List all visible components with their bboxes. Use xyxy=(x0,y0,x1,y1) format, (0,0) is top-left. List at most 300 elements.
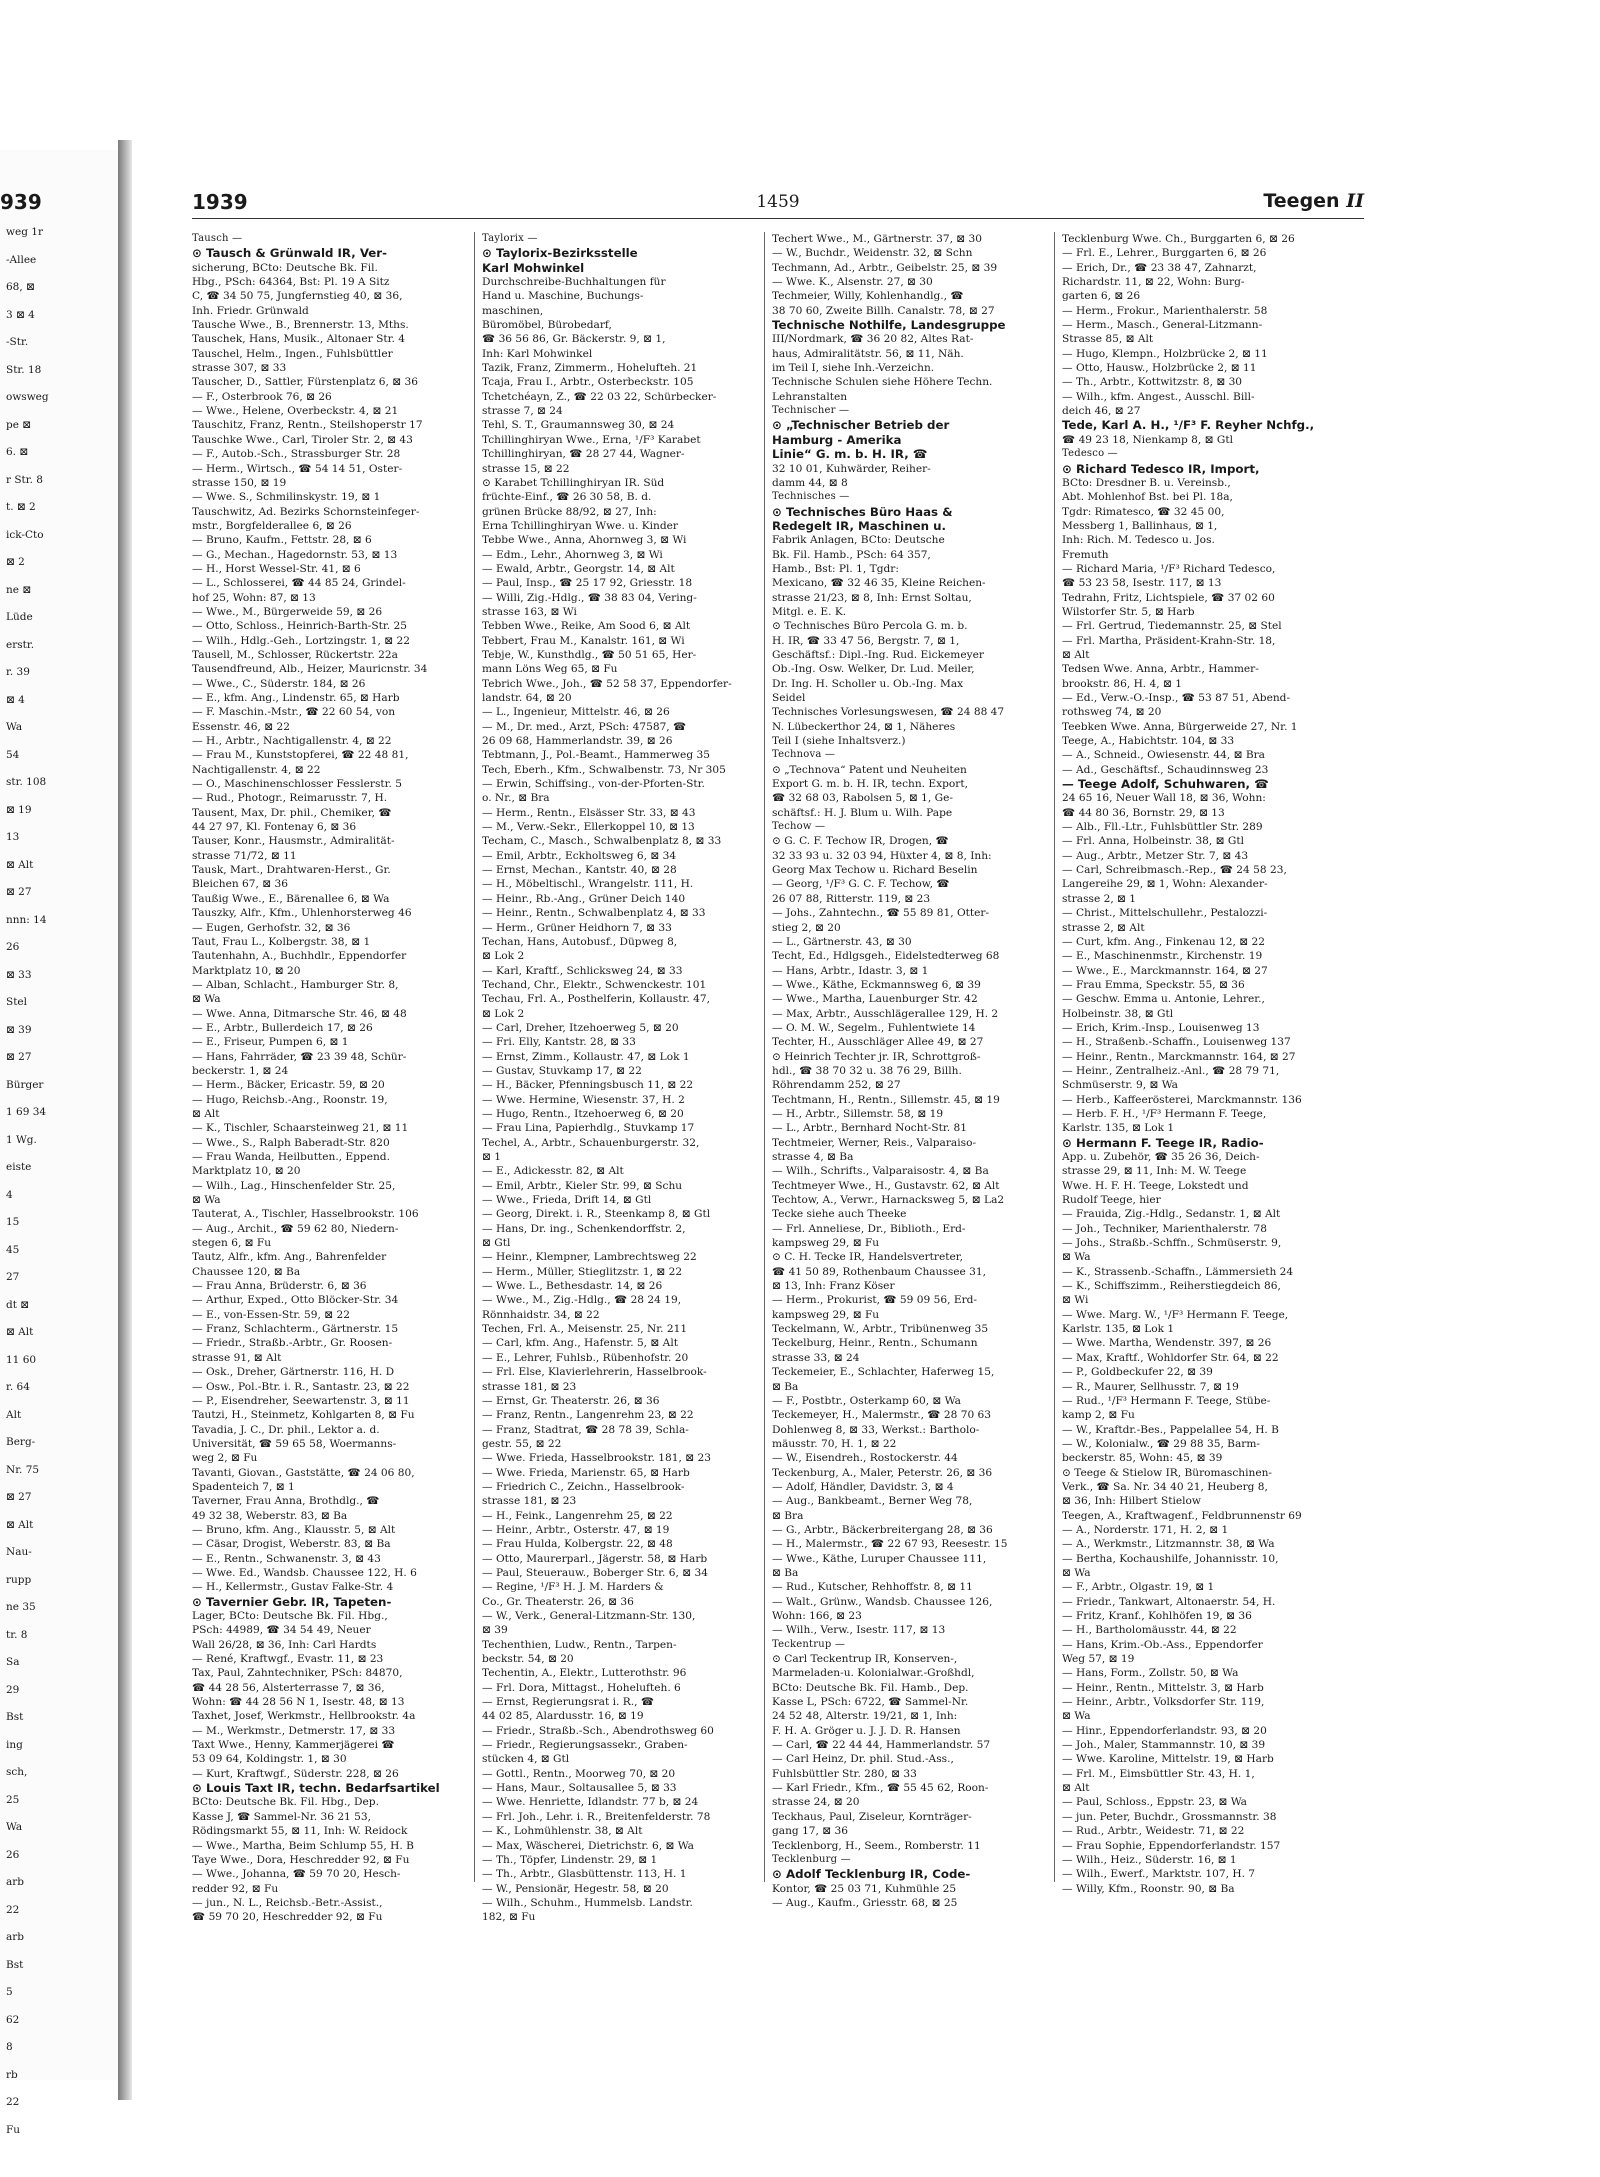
directory-entry: Seidel xyxy=(772,692,806,704)
directory-entry: — A., Schneid., Owiesenstr. 44, ⊠ Bra xyxy=(1062,749,1265,762)
directory-entry: — Arthur, Exped., Otto Blöcker-Str. 34 xyxy=(192,1294,399,1307)
directory-entry: Taverner, Frau Anna, Brothdlg., ☎ xyxy=(192,1495,380,1508)
previous-page-edge xyxy=(0,150,120,2136)
previous-page-fragment: 4 xyxy=(6,1188,13,1201)
directory-entry: — Osw., Pol.-Btr. i. R., Santastr. 23, ⊠ 22 xyxy=(192,1380,410,1393)
directory-entry: Teckelburg, Heinr., Rentn., Schumann xyxy=(772,1337,978,1350)
directory-entry: — Th., Töpfer, Lindenstr. 29, ⊠ 1 xyxy=(482,1853,658,1866)
directory-entry: — Franz, Rentn., Langenrehm 23, ⊠ 22 xyxy=(482,1409,694,1422)
previous-page-fragment: 15 xyxy=(6,1216,20,1228)
directory-entry: — Georg, Direkt. i. R., Steenkamp 8, ⊠ Gtl xyxy=(482,1208,711,1221)
column-1 xyxy=(192,232,467,1924)
directory-entry: Hbg., PSch: 64364, Bst: Pl. 19 A Sitz xyxy=(192,276,390,289)
previous-page-fragment: ⊠ 2 xyxy=(6,556,25,568)
directory-entry: beckstr. 54, ⊠ 20 xyxy=(482,1653,574,1666)
directory-entry: grünen Brücke 88/92, ⊠ 27, Inh: xyxy=(482,505,657,518)
firm-entry: Karl Mohwinkel xyxy=(482,260,585,275)
directory-entry: Teege, A., Habichtstr. 104, ⊠ 33 xyxy=(1062,735,1235,748)
directory-entry: Technisches Vorlesungswesen, ☎ 24 88 47 xyxy=(772,706,1005,719)
directory-entry: — Wwe., Martha, Beim Schlump 55, H. B xyxy=(192,1839,414,1852)
directory-entry: Tebrich Wwe., Joh., ☎ 52 58 37, Eppendorfer- xyxy=(482,677,732,690)
directory-entry: — Wwe., Martha, Lauenburger Str. 42 xyxy=(772,993,978,1006)
previous-page-fragment: Alt xyxy=(6,1408,22,1421)
directory-entry: — Alban, Schlacht., Hamburger Str. 8, xyxy=(192,978,399,991)
directory-entry: — Wwe. Ed., Wandsb. Chaussee 122, H. 6 xyxy=(192,1566,417,1579)
previous-page-fragment: Nr. 75 xyxy=(6,1463,40,1476)
directory-entry: kampsweg 29, ⊠ Fu xyxy=(772,1237,880,1250)
directory-entry: — Christ., Mittelschullehr., Pestalozzi- xyxy=(1062,907,1268,920)
directory-entry: — Herm., Masch., General-Litzmann- xyxy=(1062,319,1263,332)
previous-page-fragment: 5 xyxy=(6,1986,13,1998)
directory-entry: Tausk, Mart., Drahtwaren-Herst., Gr. xyxy=(192,864,391,877)
section-heading: Taylorix — xyxy=(482,233,538,244)
directory-entry: Tcaja, Frau I., Arbtr., Osterbeckstr. 105 xyxy=(482,376,694,389)
previous-page-fragment: Sa xyxy=(6,1656,20,1668)
directory-entry: — Hinr., Eppendorferlandstr. 93, ⊠ 20 xyxy=(1062,1724,1267,1737)
directory-entry: — Frl. Joh., Lehr. i. R., Breitenfelderstr. 78 xyxy=(482,1810,711,1823)
directory-entry: Langereihe 29, ⊠ 1, Wohn: Alexander- xyxy=(1062,878,1268,891)
directory-entry: Georg Max Techow u. Richard Beselin xyxy=(772,864,978,877)
directory-entry: Fabrik Anlagen, BCto: Deutsche xyxy=(772,534,945,547)
directory-entry: — Herm., Grüner Heidhorn 7, ⊠ 33 xyxy=(482,921,672,934)
directory-entry: Tedsen Wwe. Anna, Arbtr., Hammer- xyxy=(1062,663,1259,676)
directory-entry: Richardstr. 11, ⊠ 22, Wohn: Burg- xyxy=(1062,276,1245,289)
directory-entry: strasse 15, ⊠ 22 xyxy=(482,462,570,475)
directory-entry: — O. M. W., Segelm., Fuhlentwiete 14 xyxy=(772,1021,976,1034)
directory-entry: Universität, ☎ 59 65 58, Woermanns- xyxy=(192,1437,397,1450)
directory-entry: — Friedr., Straßb.-Arbtr., Gr. Roosen- xyxy=(192,1337,393,1350)
directory-entry: — Hans, Maur., Soltausallee 5, ⊠ 33 xyxy=(482,1782,677,1795)
directory-entry: — Wwe. S., Schmilinskystr. 19, ⊠ 1 xyxy=(192,491,381,504)
directory-entry: — Heinr., Rb.-Ang., Grüner Deich 140 xyxy=(482,892,686,905)
directory-entry: — Karl Friedr., Kfm., ☎ 55 45 62, Roon- xyxy=(772,1782,989,1795)
directory-entry: PSch: 44989, ☎ 34 54 49, Neuer xyxy=(192,1624,371,1637)
directory-entry: BCto: Deutsche Bk. Fil. Hbg., Dep. xyxy=(192,1796,379,1809)
directory-entry: Tavanti, Giovan., Gaststätte, ☎ 24 06 80, xyxy=(192,1466,415,1479)
directory-entry: — Hugo, Rentn., Itzehoerweg 6, ⊠ 20 xyxy=(482,1107,684,1120)
directory-entry: Taye Wwe., Dora, Heschredder 92, ⊠ Fu xyxy=(192,1853,410,1866)
previous-page-fragment: dt ⊠ xyxy=(6,1298,30,1311)
directory-entry: — Frl. Martha, Präsident-Krahn-Str. 18, xyxy=(1062,634,1276,647)
directory-entry: Tazik, Franz, Zimmerm., Hohelufteh. 21 xyxy=(482,362,698,375)
previous-page-fragment: ⊠ 27 xyxy=(6,886,32,898)
directory-entry: ⊠ 1 xyxy=(482,1151,501,1163)
directory-entry: Tchillinghiryan Wwe., Erna, ¹/F³ Karabet xyxy=(482,433,701,446)
directory-entry: — Heinr., Klempner, Lambrechtsweg 22 xyxy=(482,1251,697,1264)
directory-entry: ☎ 59 70 20, Heschredder 92, ⊠ Fu xyxy=(192,1911,383,1924)
directory-entry: ☎ 32 68 03, Rabolsen 5, ⊠ 1, Ge- xyxy=(772,792,953,805)
directory-entry: — E., Rentn., Schwanenstr. 3, ⊠ 43 xyxy=(192,1552,381,1565)
directory-entry: Tech, Eberh., Kfm., Schwalbenstr. 73, Nr 305 xyxy=(482,763,726,776)
directory-entry: — E., Arbtr., Bullerdeich 17, ⊠ 26 xyxy=(192,1021,373,1034)
directory-entry: 24 52 48, Alterstr. 19/21, ⊠ 1, Inh: xyxy=(772,1710,958,1723)
directory-entry: — W., Kolonialw., ☎ 29 88 35, Barm- xyxy=(1062,1437,1260,1450)
directory-entry: Tausche Wwe., B., Brennerstr. 13, Mths. xyxy=(192,319,409,332)
previous-page-fragment: 29 xyxy=(6,1683,20,1696)
directory-entry: Techam, C., Masch., Schwalbenplatz 8, ⊠ 33 xyxy=(482,835,722,848)
directory-entry: — Wwe., C., Süderstr. 184, ⊠ 26 xyxy=(192,677,366,690)
directory-entry: Techen, Frl. A., Meisenstr. 25, Nr. 211 xyxy=(482,1323,688,1336)
directory-entry: Kasse L, PSch: 6722, ☎ Sammel-Nr. xyxy=(772,1696,969,1709)
directory-entry: im Teil I, siehe Inh.-Verzeichn. xyxy=(772,362,935,375)
directory-entry: — M., Dr. med., Arzt, PSch: 47587, ☎ xyxy=(482,720,687,733)
directory-entry: — F. Maschin.-Mstr., ☎ 22 60 54, von xyxy=(192,706,396,719)
previous-page-fragment: ⊠ 27 xyxy=(6,1491,32,1503)
directory-entry: Kontor, ☎ 25 03 71, Kuhmühle 25 xyxy=(772,1882,957,1895)
directory-entry: ⊠ 36, Inh: Hilbert Stielow xyxy=(1062,1495,1201,1508)
directory-entry: Tausendfreund, Alb., Heizer, Mauricnstr. 34 xyxy=(192,663,428,676)
directory-entry: 24 65 16, Neuer Wall 18, ⊠ 36, Wohn: xyxy=(1062,792,1266,805)
previous-page-fragment: 27 xyxy=(6,1271,20,1283)
directory-entry: — H., Horst Wessel-Str. 41, ⊠ 6 xyxy=(192,562,361,575)
directory-entry: Verk., ☎ Sa. Nr. 34 40 21, Heuberg 8, xyxy=(1062,1480,1268,1493)
directory-entry: — Wilh., Hdlg.-Geh., Lortzingstr. 1, ⊠ 22 xyxy=(192,634,410,647)
directory-entry: Teckhaus, Paul, Ziseleur, Kornträger- xyxy=(772,1810,972,1823)
previous-page-fragment: Bst xyxy=(6,1711,24,1723)
directory-entry: — G., Mechan., Hagedornstr. 53, ⊠ 13 xyxy=(192,548,398,561)
previous-page-fragment: 1 69 34 xyxy=(6,1106,47,1118)
previous-page-fragment: owsweg xyxy=(6,391,49,403)
directory-entry: — P., Goldbeckufer 22, ⊠ 39 xyxy=(1062,1366,1213,1379)
directory-entry: strasse 2, ⊠ 1 xyxy=(1062,892,1137,905)
directory-entry: ⊠ Lok 2 xyxy=(482,1007,525,1020)
directory-entry: Techt, Ed., Hdlgsgeh., Eidelstedterweg 68 xyxy=(772,950,1000,963)
firm-entry: Hamburg - Amerika xyxy=(772,432,902,447)
directory-entry: Röhrendamm 252, ⊠ 27 xyxy=(772,1079,901,1092)
column-rule xyxy=(1054,232,1055,1882)
directory-entry: — Wilh., Ewerf., Marktstr. 107, H. 7 xyxy=(1062,1868,1256,1881)
directory-entry: — W., Pensionär, Hegestr. 58, ⊠ 20 xyxy=(482,1882,669,1895)
firm-entry: ⊙ Tausch & Grünwald IR, Ver- xyxy=(192,246,388,261)
directory-entry: — Friedrich C., Zeichn., Hasselbrook- xyxy=(482,1480,685,1493)
directory-entry: Tauschwitz, Ad. Bezirks Schornsteinfeger- xyxy=(192,505,420,518)
directory-entry: sicherung, BCto: Deutsche Bk. Fil. xyxy=(192,261,378,274)
previous-page-fragment: 3 ⊠ 4 xyxy=(6,308,35,321)
directory-entry: Wall 26/28, ⊠ 36, Inh: Carl Hardts xyxy=(192,1638,377,1651)
directory-entry: — Max, Kraftf., Wohldorfer Str. 64, ⊠ 22 xyxy=(1062,1351,1279,1364)
directory-entry: Tauscher, D., Sattler, Fürstenplatz 6, ⊠ 36 xyxy=(192,376,418,389)
directory-entry: Strasse 85, ⊠ Alt xyxy=(1062,333,1154,346)
directory-entry: Fuhlsbüttler Str. 280, ⊠ 33 xyxy=(772,1767,917,1780)
directory-entry: — Wilh., Schuhm., Hummelsb. Landstr. xyxy=(482,1896,693,1909)
previous-page-year: 939 xyxy=(0,190,42,214)
directory-entry: kamp 2, ⊠ Fu xyxy=(1062,1409,1135,1422)
previous-page-fragment: 25 xyxy=(6,1793,20,1806)
directory-entry: Tausell, M., Schlosser, Rückertstr. 22a xyxy=(192,648,398,661)
directory-entry: — Walt., Grünw., Wandsb. Chaussee 126, xyxy=(772,1595,993,1608)
directory-entry: Tautzi, H., Steinmetz, Kohlgarten 8, ⊠ Fu xyxy=(192,1409,415,1422)
directory-entry: deich 46, ⊠ 27 xyxy=(1062,405,1141,418)
directory-page xyxy=(132,160,1392,2040)
directory-entry: Teil I (siehe Inhaltsverz.) xyxy=(772,735,906,748)
directory-entry: Tavadia, J. C., Dr. phil., Lektor a. d. xyxy=(192,1423,380,1436)
directory-entry: Tauschel, Helm., Ingen., Fuhlsbüttler xyxy=(192,347,393,360)
directory-entry: ⊠ Alt xyxy=(1062,1782,1090,1795)
previous-page-fragment: -Allee xyxy=(6,253,37,266)
directory-entry: III/Nordmark, ☎ 36 20 82, Altes Rat- xyxy=(772,333,974,346)
firm-entry: ⊙ Hermann F. Teege IR, Radio- xyxy=(1062,1135,1264,1150)
directory-entry: — Erich, Dr., ☎ 23 38 47, Zahnarzt, xyxy=(1062,261,1257,274)
running-title-roman: II xyxy=(1346,190,1364,212)
directory-entry: Techel, A., Arbtr., Schauenburgerstr. 32, xyxy=(482,1136,700,1149)
directory-entry: Export G. m. b. H. IR, techn. Export, xyxy=(772,778,968,791)
directory-entry: Wohn: 166, ⊠ 23 xyxy=(772,1610,862,1622)
directory-entry: — Friedr., Straßb.-Sch., Abendrothsweg 60 xyxy=(482,1724,714,1737)
directory-entry: — Hans, Krim.-Ob.-Ass., Eppendorfer xyxy=(1062,1638,1263,1651)
directory-entry: — Frl. Anneliese, Dr., Biblioth., Erd- xyxy=(772,1222,966,1235)
firm-entry: ⊙ Taylorix-Bezirksstelle xyxy=(482,246,638,261)
directory-entry: — Wwe. Hermine, Wiesenstr. 37, H. 2 xyxy=(482,1093,685,1106)
directory-entry: Techtow, A., Verwr., Harnacksweg 5, ⊠ La2 xyxy=(772,1194,1005,1207)
previous-page-fragment: 45 xyxy=(6,1243,20,1256)
firm-entry: ⊙ Adolf Tecklenburg IR, Code- xyxy=(772,1867,971,1882)
directory-entry: mstr., Borgfelderallee 6, ⊠ 26 xyxy=(192,519,352,532)
directory-entry: C, ☎ 34 50 75, Jungfernstieg 40, ⊠ 36, xyxy=(192,290,403,303)
directory-entry: — H., Bäcker, Pfenningsbusch 11, ⊠ 22 xyxy=(482,1079,694,1092)
directory-entry: — Gustav, Stuvkamp 17, ⊠ 22 xyxy=(482,1064,642,1077)
directory-entry: Tecklenborg, H., Seem., Romberstr. 11 xyxy=(772,1839,981,1852)
directory-entry: — E., Maschinenmstr., Kirchenstr. 19 xyxy=(1062,950,1263,963)
directory-entry: Lager, BCto: Deutsche Bk. Fil. Hbg., xyxy=(192,1610,388,1622)
directory-entry: — Fri. Elly, Kantstr. 28, ⊠ 33 xyxy=(482,1036,636,1049)
directory-entry: Bk. Fil. Hamb., PSch: 64 357, xyxy=(772,548,931,561)
directory-entry: Techter, H., Ausschläger Allee 49, ⊠ 27 xyxy=(772,1036,984,1049)
directory-entry: ⊠ Wa xyxy=(1062,1566,1091,1579)
directory-entry: Tausent, Max, Dr. phil., Chemiker, ☎ xyxy=(192,806,392,819)
directory-entry: strasse 29, ⊠ 11, Inh: M. W. Teege xyxy=(1062,1165,1247,1178)
directory-entry: — K., Tischler, Schaarsteinweg 21, ⊠ 11 xyxy=(192,1122,409,1135)
directory-entry: Rödingsmarkt 55, ⊠ 11, Inh: W. Reidock xyxy=(192,1825,408,1838)
previous-page-fragment: Wa xyxy=(6,1821,23,1833)
directory-entry: — Herm., Prokurist, ☎ 59 09 56, Erd- xyxy=(772,1294,978,1307)
directory-entry: mann Löns Weg 65, ⊠ Fu xyxy=(482,663,618,676)
previous-page-fragment: 26 xyxy=(6,941,20,953)
directory-entry: — Georg, ¹/F³ G. C. F. Techow, ☎ xyxy=(772,878,950,891)
directory-entry: Techtmeyer Wwe., H., Gustavstr. 62, ⊠ Alt xyxy=(772,1179,1000,1192)
directory-entry: Kasse J, ☎ Sammel-Nr. 36 21 53, xyxy=(192,1810,372,1823)
directory-entry: — F., Arbtr., Olgastr. 19, ⊠ 1 xyxy=(1062,1581,1215,1594)
directory-entry: — Bruno, kfm. Ang., Klausstr. 5, ⊠ Alt xyxy=(192,1523,396,1536)
previous-page-fragment: rb xyxy=(6,2068,18,2081)
directory-entry: ☎ 53 23 58, Isestr. 117, ⊠ 13 xyxy=(1062,577,1222,590)
directory-entry: — Carl, Schreibmasch.-Rep., ☎ 24 58 23, xyxy=(1062,864,1287,877)
directory-entry: — Hans, Arbtr., Idastr. 3, ⊠ 1 xyxy=(772,964,929,977)
previous-page-fragment: ⊠ 19 xyxy=(6,803,32,816)
column-rule xyxy=(474,232,475,1882)
firm-entry: — Teege Adolf, Schuhwaren, ☎ xyxy=(1062,777,1269,792)
directory-entry: Mitgl. e. E. K. xyxy=(772,605,847,618)
directory-entry: Inh. Friedr. Grünwald xyxy=(192,304,309,317)
directory-entry: Karlstr. 135, ⊠ Lok 1 xyxy=(1062,1122,1175,1135)
directory-entry: — Otto, Maurerparl., Jägerstr. 58, ⊠ Harb xyxy=(482,1552,708,1565)
directory-entry: — Frau Emma, Speckstr. 55, ⊠ 36 xyxy=(1062,978,1245,991)
directory-entry: ⊙ Heinrich Techter jr. IR, Schrottgroß- xyxy=(772,1050,981,1063)
directory-entry: strasse 181, ⊠ 23 xyxy=(482,1495,577,1508)
directory-entry: 53 09 64, Koldingstr. 1, ⊠ 30 xyxy=(192,1753,347,1766)
directory-entry: — Hans, Form., Zollstr. 50, ⊠ Wa xyxy=(1062,1667,1239,1680)
directory-entry: H. IR, ☎ 33 47 56, Bergstr. 7, ⊠ 1, xyxy=(772,634,960,647)
directory-entry: — Ewald, Arbtr., Georgstr. 14, ⊠ Alt xyxy=(482,562,675,575)
directory-entry: — Eugen, Gerhofstr. 32, ⊠ 36 xyxy=(192,921,351,934)
directory-entry: — Herm., Rentn., Elsässer Str. 33, ⊠ 43 xyxy=(482,806,696,819)
directory-entry: 44 27 97, Kl. Fontenay 6, ⊠ 36 xyxy=(192,821,357,834)
directory-entry: — Wilh., Verw., Isestr. 117, ⊠ 13 xyxy=(772,1624,946,1637)
previous-page-fragment: Fu xyxy=(6,2123,21,2136)
directory-entry: hof 25, Wohn: 87, ⊠ 13 xyxy=(192,591,316,604)
column-4 xyxy=(1062,232,1337,1895)
previous-page-fragment: tr. 8 xyxy=(6,1628,28,1641)
directory-entry: — Wwe., Käthe, Eckmannsweg 6, ⊠ 39 xyxy=(772,978,981,991)
directory-entry: landstr. 64, ⊠ 20 xyxy=(482,692,572,704)
directory-entry: Karlstr. 135, ⊠ Lok 1 xyxy=(1062,1323,1175,1336)
directory-entry: — H., Arbtr., Nachtigallenstr. 4, ⊠ 22 xyxy=(192,735,392,748)
directory-entry: Tautz, Alfr., kfm. Ang., Bahrenfelder xyxy=(192,1251,387,1264)
directory-entry: Spadenteich 7, ⊠ 1 xyxy=(192,1480,295,1493)
directory-entry: strasse 21/23, ⊠ 8, Inh: Ernst Soltau, xyxy=(772,591,972,604)
directory-entry: — Wwe., Frieda, Drift 14, ⊠ Gtl xyxy=(482,1194,652,1207)
directory-entry: strasse 24, ⊠ 20 xyxy=(772,1796,860,1809)
directory-entry: ☎ 44 28 56, Alsterterrasse 7, ⊠ 36, xyxy=(192,1681,385,1694)
directory-entry: Tebben Wwe., Reike, Am Sood 6, ⊠ Alt xyxy=(482,620,691,633)
directory-entry: strasse 181, ⊠ 23 xyxy=(482,1380,577,1393)
directory-entry: Techand, Chr., Elektr., Schwenckestr. 101 xyxy=(482,978,707,991)
directory-entry: Chaussee 120, ⊠ Ba xyxy=(192,1265,301,1278)
directory-entry: 182, ⊠ Fu xyxy=(482,1911,536,1924)
directory-entry: Co., Gr. Theaterstr. 26, ⊠ 36 xyxy=(482,1595,634,1608)
directory-entry: — Hans, Fahrräder, ☎ 23 39 48, Schür- xyxy=(192,1050,407,1063)
directory-entry: Tauschitz, Franz, Rentn., Steilshoperstr 17 xyxy=(192,419,423,432)
directory-entry: ⊠ Alt xyxy=(1062,648,1090,661)
previous-page-fragment: ing xyxy=(6,1738,23,1751)
previous-page-fragment: rupp xyxy=(6,1573,32,1586)
directory-entry: — Th., Arbtr., Glasbüttenstr. 113, H. 1 xyxy=(482,1868,687,1881)
directory-entry: Nachtigallenstr. 4, ⊠ 22 xyxy=(192,763,321,776)
directory-entry: ⊙ Teege & Stielow IR, Büromaschinen- xyxy=(1062,1466,1272,1479)
directory-entry: — R., Maurer, Sellhusstr. 7, ⊠ 19 xyxy=(1062,1380,1239,1393)
directory-entry: gang 17, ⊠ 36 xyxy=(772,1825,849,1838)
directory-entry: — Frl. Else, Klavierlehrerin, Hasselbrook- xyxy=(482,1366,707,1379)
firm-entry: ⊙ Louis Taxt IR, techn. Bedarfsartikel xyxy=(192,1781,440,1796)
directory-entry: — L., Schlosserei, ☎ 44 85 24, Grindel- xyxy=(192,577,406,590)
directory-entry: Wohn: ☎ 44 28 56 N 1, Isestr. 48, ⊠ 13 xyxy=(192,1696,405,1709)
directory-entry: — Frau Lina, Papierhdlg., Stuvkamp 17 xyxy=(482,1122,695,1135)
section-heading: Teckentrup — xyxy=(772,1638,846,1650)
directory-entry: — W., Eisendreh., Rostockerstr. 44 xyxy=(772,1452,958,1465)
directory-entry: Techenthien, Ludw., Rentn., Tarpen- xyxy=(482,1638,677,1651)
directory-entry: — Gottl., Rentn., Moorweg 70, ⊠ 20 xyxy=(482,1767,676,1780)
previous-page-fragment: 1 Wg. xyxy=(6,1133,37,1146)
directory-entry: — jun., N. L., Reichsb.-Betr.-Assist., xyxy=(192,1896,383,1909)
directory-entry: — A., Werkmstr., Litzmannstr. 38, ⊠ Wa xyxy=(1062,1538,1275,1551)
directory-entry: Taut, Frau L., Kolbergstr. 38, ⊠ 1 xyxy=(192,935,371,948)
directory-entry: — Osk., Dreher, Gärtnerstr. 116, H. D xyxy=(192,1366,395,1379)
directory-entry: 44 02 85, Alardusstr. 16, ⊠ 19 xyxy=(482,1710,644,1723)
directory-entry: — Ed., Verw.-O.-Insp., ☎ 53 87 51, Abend- xyxy=(1062,692,1291,704)
directory-entry: — Curt, kfm. Ang., Finkenau 12, ⊠ 22 xyxy=(1062,935,1265,948)
previous-page-fragment: arb xyxy=(6,1931,25,1943)
directory-entry: — Wwe., M., Bürgerweide 59, ⊠ 26 xyxy=(192,605,383,618)
directory-entry: Tauterat, A., Tischler, Hasselbrookstr. 106 xyxy=(192,1208,419,1221)
directory-entry: — Wwe. Karoline, Mittelstr. 19, ⊠ Harb xyxy=(1062,1753,1274,1766)
directory-entry: beckerstr. 85, Wohn: 45, ⊠ 39 xyxy=(1062,1452,1223,1465)
directory-entry: — M., Verw.-Sekr., Ellerkoppel 10, ⊠ 13 xyxy=(482,821,695,834)
directory-entry: ⊙ Karabet Tchillinghiryan IR. Süd xyxy=(482,476,665,489)
directory-entry: — K., Lohmühlenstr. 38, ⊠ Alt xyxy=(482,1825,643,1838)
directory-entry: — Frl. Dora, Mittagst., Hohelufteh. 6 xyxy=(482,1681,681,1694)
directory-entry: Bleichen 67, ⊠ 36 xyxy=(192,878,288,891)
directory-entry: ⊙ G. C. F. Techow IR, Drogen, ☎ xyxy=(772,835,949,848)
directory-entry: — Wilh., Heiz., Süderstr. 16, ⊠ 1 xyxy=(1062,1853,1237,1866)
directory-entry: — Heinr., Rentn., Schwalbenplatz 4, ⊠ 33 xyxy=(482,907,706,920)
directory-entry: — Frl. Anna, Holbeinstr. 38, ⊠ Gtl xyxy=(1062,835,1245,848)
directory-entry: ⊠ Alt xyxy=(192,1107,220,1120)
directory-entry: F. H. A. Gröger u. J. J. D. R. Hansen xyxy=(772,1724,961,1737)
directory-entry: — Rud., ¹/F³ Hermann F. Teege, Stübe- xyxy=(1062,1394,1271,1407)
directory-entry: Techmeier, Willy, Kohlenhandlg., ☎ xyxy=(772,290,964,303)
directory-entry: — K., Strassenb.-Schaffn., Lämmersieth 24 xyxy=(1062,1265,1294,1278)
directory-entry: — M., Werkmstr., Detmerstr. 17, ⊠ 33 xyxy=(192,1724,396,1737)
directory-entry: — Herm., Wirtsch., ☎ 54 14 51, Oster- xyxy=(192,462,403,475)
directory-entry: mäusstr. 70, H. 1, ⊠ 22 xyxy=(772,1437,897,1450)
previous-page-fragment: -Str. xyxy=(6,336,29,348)
directory-entry: Dohlenweg 8, ⊠ 33, Werkst.: Bartholo- xyxy=(772,1423,980,1436)
directory-entry: o. Nr., ⊠ Bra xyxy=(482,792,550,805)
directory-entry: strasse 91, ⊠ Alt xyxy=(192,1351,282,1364)
directory-entry: Ob.-Ing. Osw. Welker, Dr. Lud. Meiler, xyxy=(772,663,975,676)
directory-entry: — P., Eisendreher, Seewartenstr. 3, ⊠ 11 xyxy=(192,1394,410,1407)
previous-page-fragment: sch, xyxy=(6,1766,28,1778)
directory-entry: — Max, Arbtr., Ausschlägerallee 129, H. 2 xyxy=(772,1007,999,1020)
directory-entry: ⊙ „Technova“ Patent und Neuheiten xyxy=(772,763,967,776)
previous-page-fragment: t. ⊠ 2 xyxy=(6,501,36,513)
previous-page-fragment: 11 60 xyxy=(6,1353,37,1366)
directory-entry: — E., Lehrer, Fuhlsb., Rübenhofstr. 20 xyxy=(482,1351,689,1364)
directory-entry: ⊠ Lok 2 xyxy=(482,950,525,963)
directory-entry: — H., Möbeltischl., Wrangelstr. 111, H. xyxy=(482,878,694,891)
directory-entry: — Paul, Insp., ☎ 25 17 92, Griesstr. 18 xyxy=(482,577,693,590)
directory-entry: — E., von-Essen-Str. 59, ⊠ 22 xyxy=(192,1308,350,1321)
previous-page-fragment: Stel xyxy=(6,996,27,1008)
directory-entry: hdl., ☎ 38 70 32 u. 38 76 29, Billh. xyxy=(772,1064,962,1077)
previous-page-fragment: arb xyxy=(6,1876,25,1888)
directory-entry: Techentin, A., Elektr., Lutterothstr. 96 xyxy=(482,1667,687,1680)
directory-entry: Schmüserstr. 9, ⊠ Wa xyxy=(1062,1079,1178,1092)
directory-entry: — Regine, ¹/F³ H. J. M. Harders & xyxy=(482,1581,664,1594)
directory-entry: — Friedr., Regierungsassekr., Graben- xyxy=(482,1739,688,1752)
previous-page-fragment: pe ⊠ xyxy=(6,418,32,431)
directory-entry: Inh: Karl Mohwinkel xyxy=(482,347,593,360)
directory-entry: 49 32 38, Weberstr. 83, ⊠ Ba xyxy=(192,1509,348,1522)
directory-entry: — Herb., Kaffeerösterei, Marckmannstr. 136 xyxy=(1062,1093,1302,1106)
directory-entry: Tecke siehe auch Theeke xyxy=(772,1208,907,1221)
directory-entry: strasse 307, ⊠ 33 xyxy=(192,362,287,375)
previous-page-fragment: ⊠ 33 xyxy=(6,968,32,981)
directory-entry: garten 6, ⊠ 26 xyxy=(1062,290,1141,303)
directory-entry: Tchetchéayn, Z., ☎ 22 03 22, Schürbecker- xyxy=(482,390,717,403)
directory-entry: ⊠ Wa xyxy=(1062,1251,1091,1264)
directory-entry: Durchschreibe-Buchhaltungen für xyxy=(482,276,666,289)
directory-entry: Tautenhahn, A., Buchhdlr., Eppendorfer xyxy=(192,950,407,963)
directory-entry: Teckenburg, A., Maler, Peterstr. 26, ⊠ 36 xyxy=(772,1466,993,1479)
firm-entry: ⊙ Technisches Büro Haas & xyxy=(772,504,953,519)
directory-entry: — Frl. M., Eimsbüttler Str. 43, H. 1, xyxy=(1062,1767,1255,1780)
directory-entry: — G., Arbtr., Bäckerbreitergang 28, ⊠ 36 xyxy=(772,1523,993,1536)
directory-entry: weg 2, ⊠ Fu xyxy=(192,1452,258,1465)
directory-entry: Tehl, S. T., Graumannsweg 30, ⊠ 24 xyxy=(482,419,675,432)
directory-entry: — Fritz, Kranf., Kohlhöfen 19, ⊠ 36 xyxy=(1062,1610,1252,1622)
directory-entry: — Carl, ☎ 22 44 44, Hammerlandstr. 57 xyxy=(772,1739,991,1752)
previous-page-fragment: 54 xyxy=(6,748,20,761)
